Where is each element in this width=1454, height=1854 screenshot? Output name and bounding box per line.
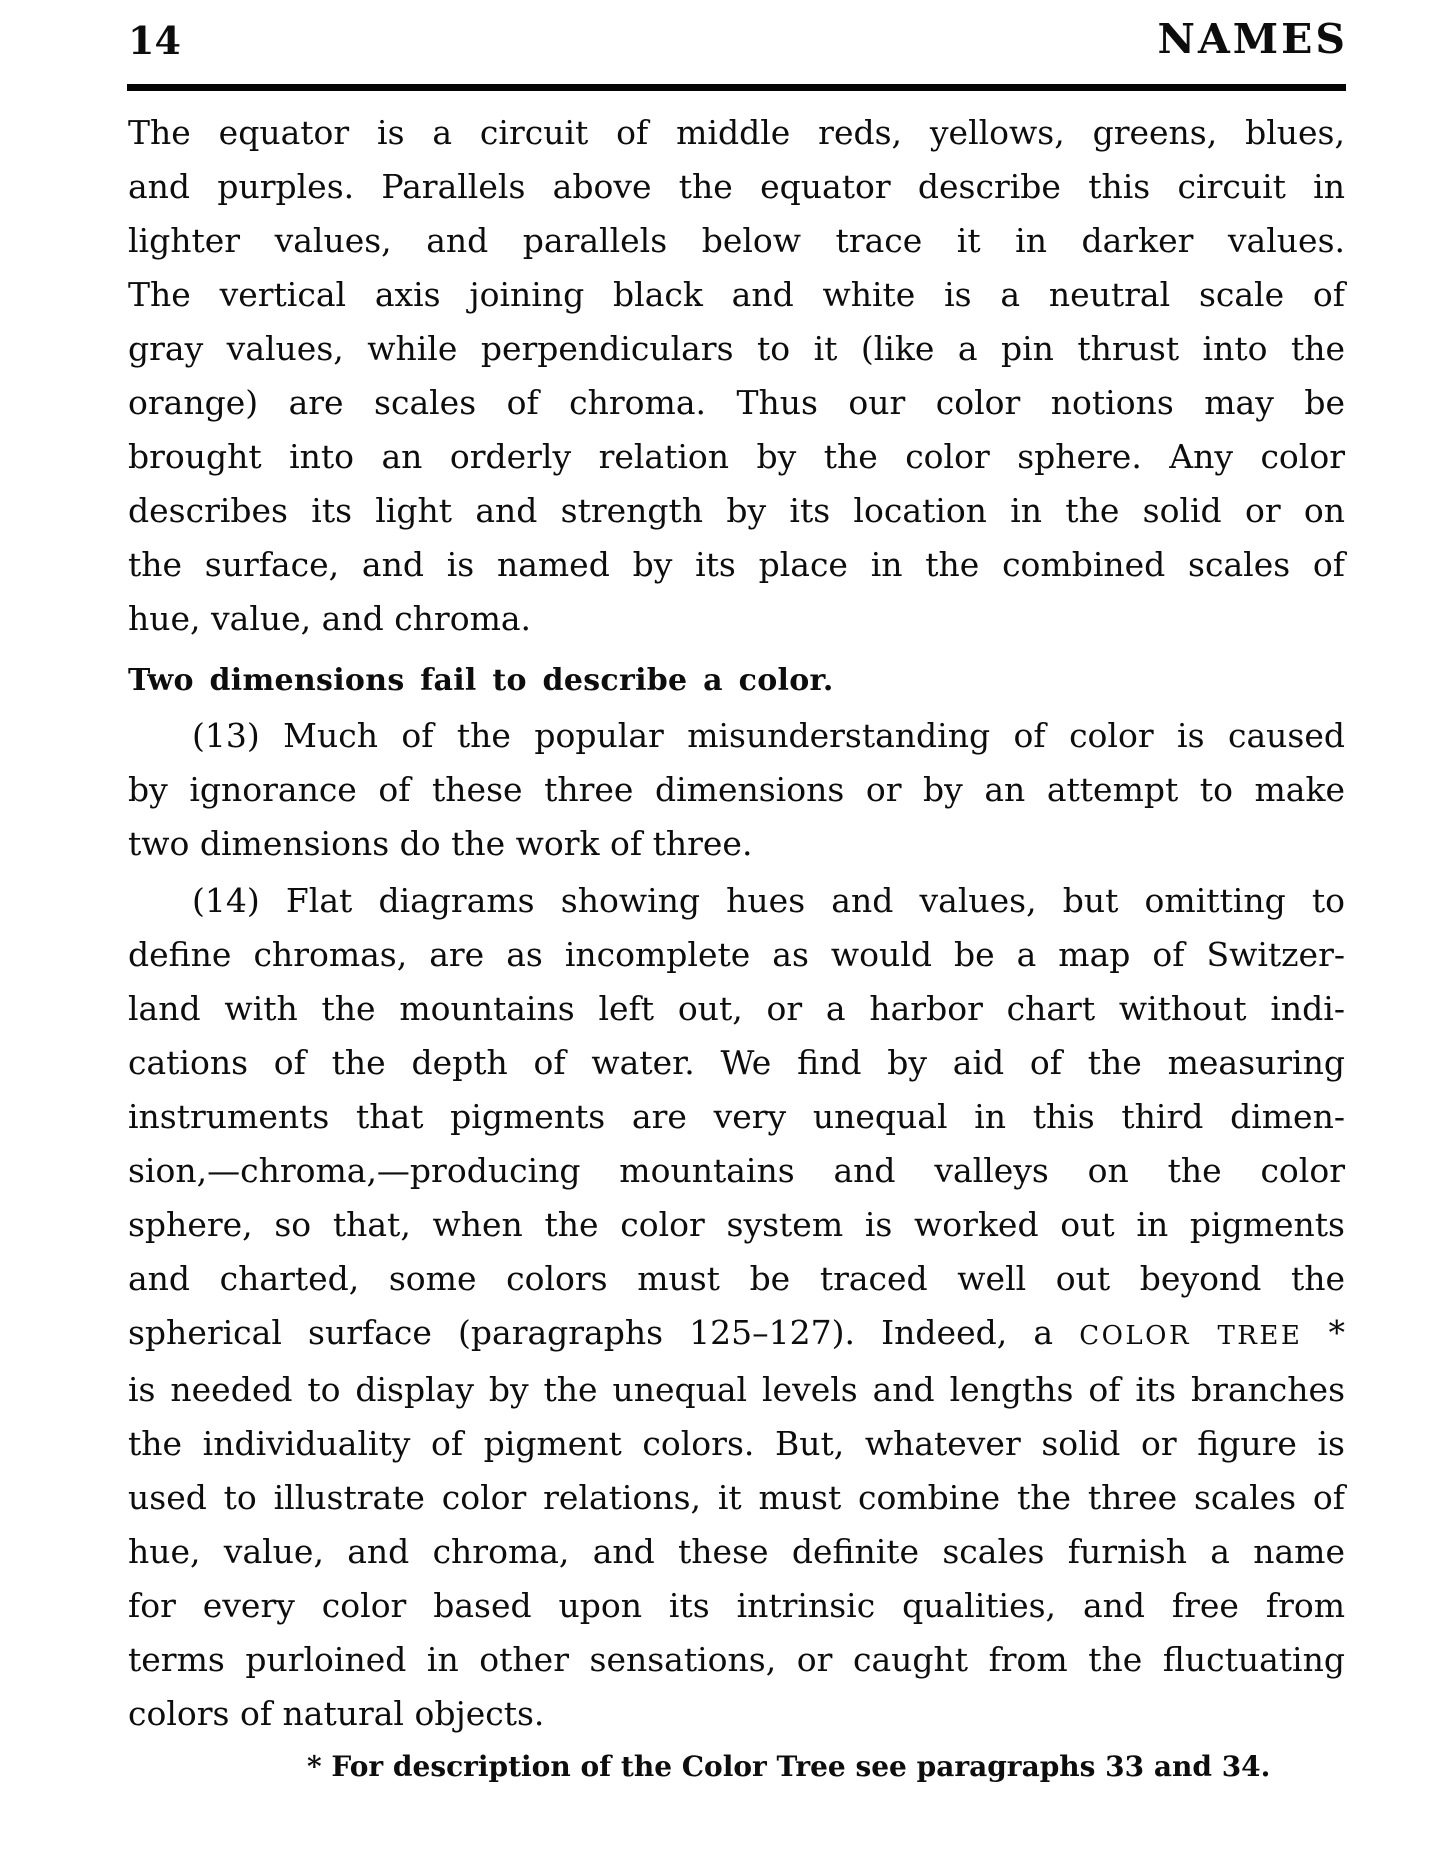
text-line: (14) Flat diagrams showing hues and values, but omitting to <box>192 881 1345 920</box>
color-tree-smallcaps: COLOR TREE <box>1079 1321 1303 1351</box>
text-line: land with the mountains left out, or a harbor chart without indi- <box>128 989 1345 1028</box>
text-line: hue, value, and chroma. <box>128 599 532 638</box>
text-line: cations of the depth of water. We find by aid of the measuring <box>128 1043 1345 1082</box>
text-line-color-tree <box>128 1306 1345 1363</box>
text-line: sion,—chroma,—producing mountains and valleys on the color <box>128 1151 1345 1190</box>
footnote-text: For description of the Color Tree see paragraphs 33 and 34. <box>331 1750 1271 1783</box>
text-line: two dimensions do the work of three. <box>128 824 753 863</box>
text-line: sphere, so that, when the color system is worked out in pigments <box>128 1205 1345 1244</box>
text-line: used to illustrate color relations, it must combine the three scales of <box>128 1478 1345 1517</box>
section-heading: Two dimensions fail to describe a color. <box>128 663 834 698</box>
text-line: The vertical axis joining black and white is a neutral scale of <box>128 275 1345 314</box>
paragraph-13 <box>128 709 1345 871</box>
text-line: define chromas, are as incomplete as would be a map of Switzer- <box>128 935 1345 974</box>
running-head: NAMES <box>1157 15 1348 63</box>
paragraph-continuation <box>128 106 1345 646</box>
text-line: instruments that pigments are very unequal in this third dimen- <box>128 1097 1345 1136</box>
text-line: hue, value, and chroma, and these definite scales furnish a name <box>128 1532 1345 1571</box>
text-line: gray values, while perpendiculars to it (like a pin thrust into the <box>128 329 1345 368</box>
text-line: the surface, and is named by its place in the combined scales of <box>128 545 1345 584</box>
text-line: and charted, some colors must be traced well out beyond the <box>128 1259 1345 1298</box>
text-line: The equator is a circuit of middle reds, yellows, greens, blues, <box>128 113 1345 152</box>
text-line: the individuality of pigment colors. But, whatever solid or figure is <box>128 1424 1345 1463</box>
text-line: orange) are scales of chroma. Thus our color notions may be <box>128 383 1345 422</box>
text-line: colors of natural objects. <box>128 1694 545 1733</box>
header-rule <box>127 84 1346 91</box>
text-line: brought into an orderly relation by the color sphere. Any color <box>128 437 1345 476</box>
page-number: 14 <box>128 18 181 63</box>
text-segment: spherical surface (paragraphs 125–127). Indeed, a <box>128 1313 1080 1352</box>
footnote-marker: * <box>307 1750 322 1783</box>
text-line: describes its light and strength by its location in the solid or on <box>128 491 1345 530</box>
text-line: and purples. Parallels above the equator describe this circuit in <box>128 167 1345 206</box>
text-line: for every color based upon its intrinsic qualities, and free from <box>128 1586 1345 1625</box>
text-line: lighter values, and parallels below trace it in darker values. <box>128 221 1345 260</box>
footnote <box>307 1747 1307 1787</box>
body-text <box>128 106 1345 1741</box>
text-line: by ignorance of these three dimensions or by an attempt to make <box>128 770 1345 809</box>
paragraph-14 <box>128 874 1345 1741</box>
text-line: terms purloined in other sensations, or caught from the fluctuating <box>128 1640 1345 1679</box>
footnote-asterisk-ref: * <box>1302 1313 1345 1352</box>
text-line: is needed to display by the unequal levels and lengths of its branches <box>128 1370 1345 1409</box>
text-line: (13) Much of the popular misunderstanding of color is caused <box>192 716 1345 755</box>
